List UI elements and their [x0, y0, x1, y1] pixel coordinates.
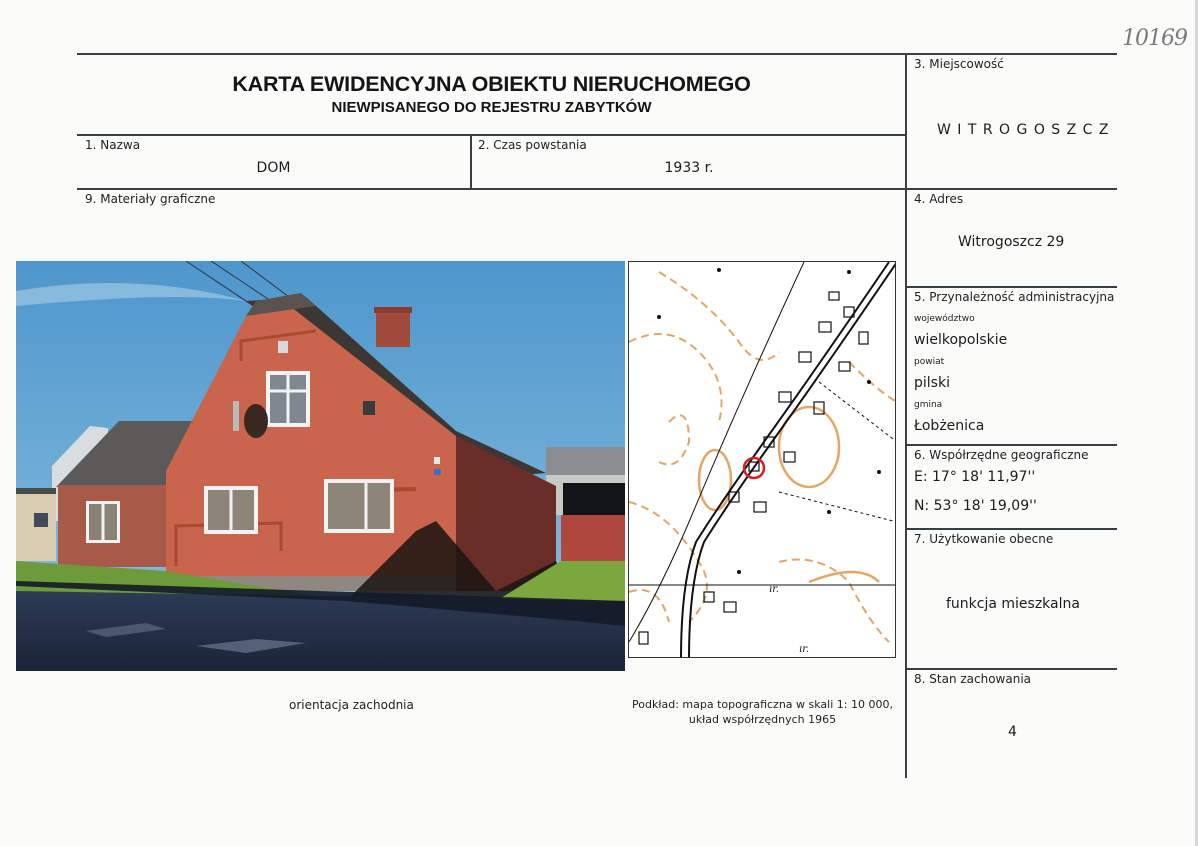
rule-right-2: [906, 286, 1117, 288]
svg-text:ır.: ır.: [769, 584, 780, 595]
map-caption-line1: Podkład: mapa topograficzna w skali 1: 10 000,: [632, 698, 893, 711]
handwritten-record-number: 10169: [1122, 26, 1187, 51]
nazwa-label: 1. Nazwa: [85, 138, 141, 152]
rule-right-4: [906, 528, 1117, 530]
powiat-label: powiat: [914, 357, 945, 367]
przynaleznosc-label: 5. Przynależność administracyjna: [914, 290, 1115, 304]
powiat-value: pilski: [914, 375, 950, 391]
wojewodztwo-value: wielkopolskie: [914, 332, 1008, 348]
rule-right-3: [906, 444, 1117, 446]
rule-top: [77, 53, 906, 55]
house-photo: [16, 261, 625, 671]
gmina-value: Łobżenica: [914, 418, 985, 434]
rule-right-5: [906, 668, 1117, 670]
document-subtitle: NIEWPISANEGO DO REJESTRU ZABYTKÓW: [331, 99, 652, 116]
map-caption-line2: układ współrzędnych 1965: [688, 713, 837, 726]
uzytkowanie-label: 7. Użytkowanie obecne: [914, 532, 1054, 546]
coordinate-north: N: 53° 18' 19,09'': [914, 498, 1037, 514]
czas-powstania-label: 2. Czas powstania: [478, 138, 587, 152]
miejscowosc-label: 3. Miejscowość: [914, 57, 1004, 71]
coordinate-east: E: 17° 18' 11,97'': [914, 469, 1036, 485]
rule-right-1: [906, 188, 1117, 190]
nazwa-value: DOM: [256, 160, 291, 176]
stan-value: 4: [1008, 724, 1017, 740]
document-title: KARTA EWIDENCYJNA OBIEKTU NIERUCHOMEGO: [232, 72, 751, 96]
svg-text:ır.: ır.: [799, 644, 810, 655]
topographic-map: [628, 261, 896, 658]
adres-label: 4. Adres: [914, 192, 964, 206]
uzytkowanie-value: funkcja mieszkalna: [946, 596, 1080, 612]
adres-value: Witrogoszcz 29: [958, 234, 1065, 250]
miejscowosc-value: W I T R O G O S Z C Z: [937, 122, 1110, 138]
materialy-label: 9. Materiały graficzne: [85, 192, 216, 206]
rule-under-title: [77, 134, 906, 136]
rule-under-name: [77, 188, 906, 190]
wspolrzedne-label: 6. Współrzędne geograficzne: [914, 448, 1089, 462]
rule-top-right: [906, 53, 1117, 55]
gmina-label: gmina: [914, 400, 943, 410]
photo-caption: orientacja zachodnia: [289, 698, 414, 712]
stan-label: 8. Stan zachowania: [914, 672, 1032, 686]
wojewodztwo-label: województwo: [914, 314, 975, 324]
czas-powstania-value: 1933 r.: [664, 160, 714, 176]
